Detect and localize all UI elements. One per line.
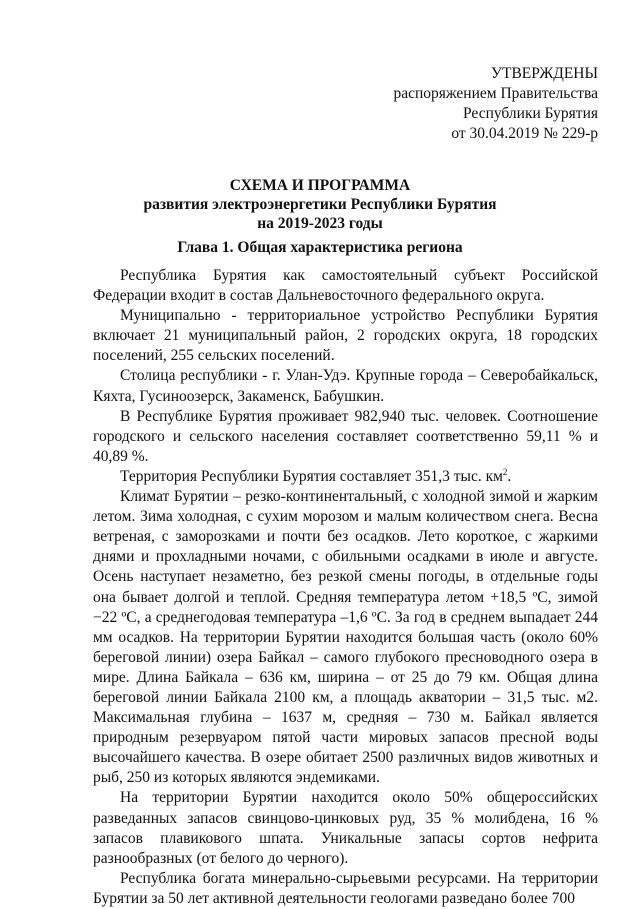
title-line-3: на 2019-2023 годы [257,215,383,232]
paragraph-capital: Столица республики - г. Улан-Удэ. Крупные города – Северобайкальск, Кяхта, Гусиноозерск, Закаменск, Бабушкин. [93,367,598,405]
paragraph-administrative-status: Республика Бурятия как самостоятельный субъект Российской Федерации входит в состав Дальневосточного федерального округа. [93,267,598,305]
paragraph-municipal-structure: Муниципально - территориальное устройство Республики Бурятия включает 21 муниципальный район, 2 городских округа, 18 городских поселений, 255 сельских поселений. [93,307,598,365]
title-line-1: СХЕМА И ПРОГРАММА [229,177,411,194]
approval-line-2: распоряжением Правительства [393,85,598,102]
title-line-2: развития электроэнергетики Республики Бурятия [143,196,497,213]
paragraph-population: В Республике Бурятия проживает 982,940 тыс. человек. Соотношение городского и сельского населения составляет соответственно 59,11 % и 40,89 %. [93,407,598,465]
approval-line-4: от 30.04.2019 № 229-р [451,125,598,142]
territory-text: Территория Республики Бурятия составляет 351,3 тыс. км [120,467,503,485]
approval-line-3: Республики Бурятия [463,105,598,122]
approval-stamp [393,64,598,144]
paragraph-resources: Республика богата минерально-сырьевыми ресурсами. На территории Бурятии за 50 лет активной деятельности геологами разведано более 700 [93,869,598,907]
document-body [93,266,598,909]
territory-unit-superscript: 2 [502,466,508,477]
territory-period: . [507,467,512,485]
paragraph-mineral-reserves: На территории Бурятии находится около 50% общероссийских разведанных запасов свинцово-цинковых руд, 35 % молибдена, 16 % запасов плавикового шпата. Уникальные запасы сортов нефрита разнообразных (от белого до черного). [93,789,598,867]
approval-line-1: УТВЕРЖДЕНЫ [491,65,598,82]
paragraph-territory [93,467,598,487]
paragraph-climate: Климат Бурятии – резко-континентальный, с холодной зимой и жарким летом. Зима холодная, с сухим морозом и малым количеством снега. Весна ветреная, с заморозками и почти без осадков. Лето короткое, с жаркими днями и прохладными ночами, с обильными осадками в июле и августе. Осень наступает незаметно, без резкой смены погоды, в отдельные годы она бывает долгой и теплой. Средняя температура летом +18,5 ºС, зимой −22 ºС, а среднегодовая температура –1,6 ºС. За год в среднем выпадает 244 мм осадков. На территории Бурятии находится большая часть (около 60% береговой линии) озера Байкал – самого глубокого пресноводного озера в мире. Длина Байкала – 636 км, ширина – от 25 до 79 км. Общая длина береговой линии Байкала 2100 км, а площадь акватории – 31,5 тыс. м2. Максимальная глубина – 1637 м, средняя – 730 м. Байкал является природным резервуаром пятой части мировых запасов пресной воды высочайшего качества. В озере обитает 2500 различных видов животных и рыб, 250 из которых являются эндемиками. [93,488,598,787]
chapter-heading: Глава 1. Общая характеристика региона [177,239,463,256]
document-title [0,176,640,233]
